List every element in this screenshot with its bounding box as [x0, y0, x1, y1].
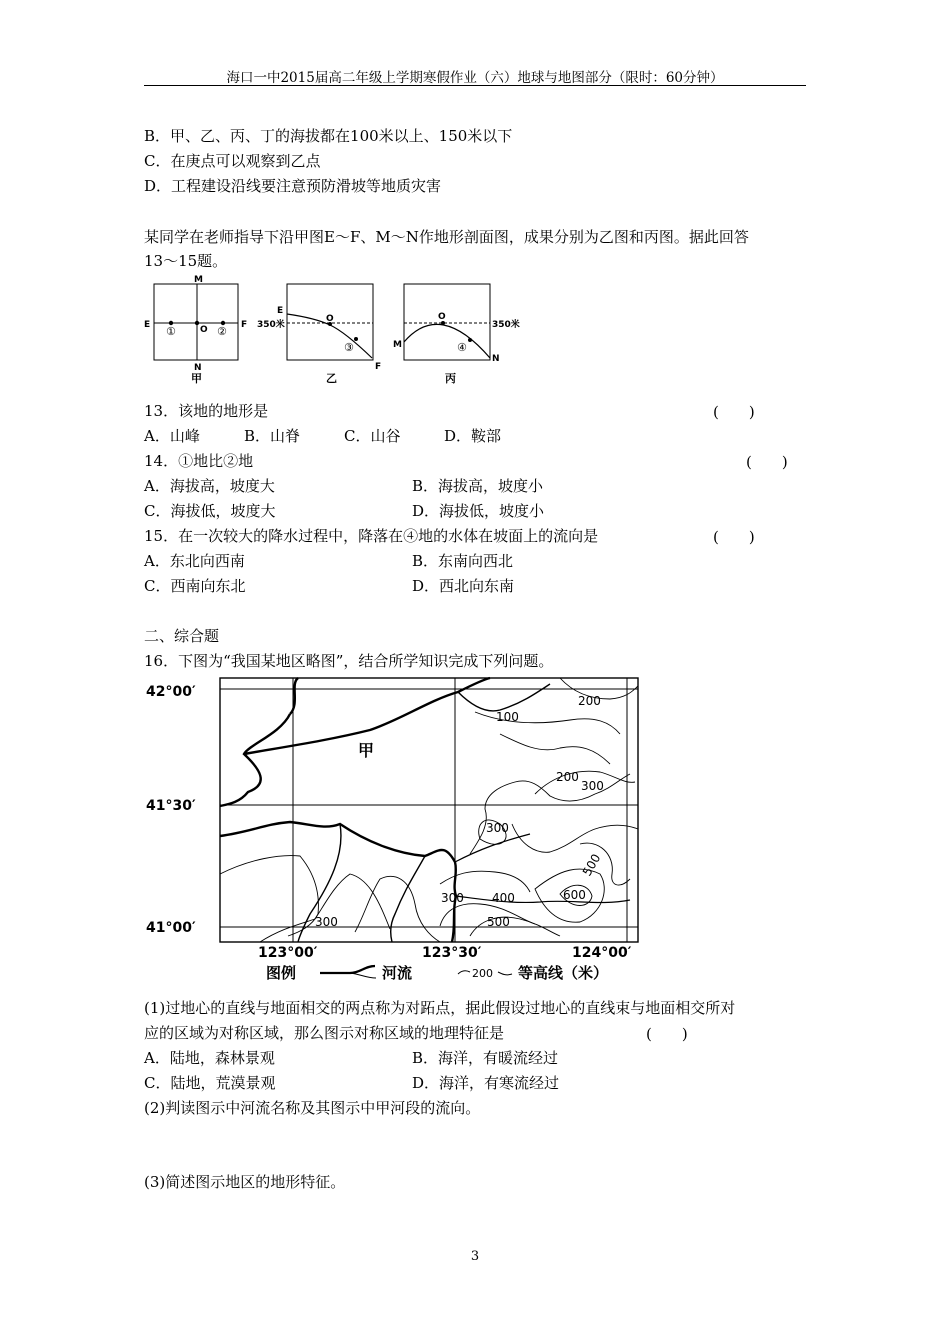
lon-label-123: 123°00′: [258, 945, 318, 961]
bing-label-n: N: [492, 354, 500, 364]
bing-point-4: ④: [457, 341, 467, 354]
header-rule: [144, 85, 806, 86]
lon-label-124: 124°00′: [572, 945, 632, 961]
jia-caption: 甲: [191, 372, 202, 385]
yi-caption: 乙: [326, 372, 337, 385]
contour-label: 600: [563, 888, 586, 902]
q14-option-a: A．海拔高，坡度大: [144, 477, 275, 495]
bing-caption: 丙: [445, 372, 456, 385]
legend-contour-sample: 200: [472, 967, 493, 980]
region-map: [140, 674, 660, 986]
q15-option-c: C．西南向东北: [144, 577, 246, 595]
jia-label-m: M: [194, 275, 203, 285]
lat-label-41: 41°00′: [146, 920, 196, 936]
jia-label-o: O: [200, 325, 208, 335]
bing-elevation: 350米: [492, 320, 520, 330]
jia-label-n: N: [194, 363, 202, 373]
q15-stem: 15．在一次较大的降水过程中，降落在④地的水体在坡面上的流向是: [144, 527, 599, 545]
q14-answer-blank: ( ): [746, 453, 788, 471]
intro-line-2: 13～15题。: [144, 252, 228, 270]
jia-label-f: F: [241, 320, 248, 330]
q13-stem: 13．该地的地形是: [144, 402, 269, 420]
diagram-yi: [257, 284, 381, 385]
legend-river-symbol: [320, 966, 375, 973]
contour-label: 300: [581, 779, 604, 793]
contour-label: 400: [492, 891, 515, 905]
q12-option-c: C．在庚点可以观察到乙点: [144, 152, 321, 170]
contour-label: 300: [315, 915, 338, 929]
yi-label-e: E: [277, 306, 284, 316]
legend-contour-symbol: [458, 971, 470, 974]
q13-option-b: B．山脊: [244, 427, 301, 445]
q16-option-d: D．海洋，有寒流经过: [412, 1074, 560, 1092]
q16-answer-blank: ( ): [646, 1025, 688, 1043]
jia-label-e: E: [144, 320, 151, 330]
q13-option-d: D．鞍部: [444, 427, 502, 445]
q16-part1-line2: 应的区域为对称区域，那么图示对称区域的地理特征是: [144, 1024, 505, 1042]
main-river: [220, 822, 456, 942]
bing-label-o: O: [438, 312, 446, 322]
lat-label-42: 42°00′: [146, 684, 196, 700]
q13-option-a: A．山峰: [144, 427, 200, 445]
yi-label-o: O: [326, 314, 334, 324]
contour-label: 100: [496, 710, 519, 724]
q14-option-c: C．海拔低，坡度大: [144, 502, 276, 520]
page-header: 海口一中2015届高二年级上学期寒假作业（六）地球与地图部分（限时：60分钟）: [226, 70, 724, 86]
q14-option-d: D．海拔低，坡度小: [412, 502, 545, 520]
map-legend: [266, 964, 608, 982]
q15-option-d: D．西北向东南: [412, 577, 515, 595]
intro-line-1: 某同学在老师指导下沿甲图E～F、M～N作地形剖面图，成果分别为乙图和丙图。据此回答: [144, 228, 749, 246]
lat-label-41-30: 41°30′: [146, 798, 196, 814]
q16-option-c: C．陆地，荒漠景观: [144, 1074, 276, 1092]
contour-label: 500: [487, 915, 510, 929]
q13-option-c: C．山谷: [344, 427, 401, 445]
river-label-jia: 甲: [358, 741, 375, 760]
q16-part3: (3)简述图示地区的地形特征。: [144, 1173, 346, 1191]
contour-label: 300: [486, 821, 509, 835]
q15-answer-blank: ( ): [713, 528, 755, 546]
page-number: 3: [470, 1249, 480, 1264]
jia-point-2: ②: [217, 325, 227, 338]
contour-label: 200: [556, 770, 579, 784]
yi-elevation: 350米: [257, 320, 285, 330]
contour-label: 500: [579, 851, 604, 879]
q16-option-b: B．海洋，有暖流经过: [412, 1049, 559, 1067]
q15-option-a: A．东北向西南: [144, 552, 245, 570]
river-jia: [220, 678, 490, 806]
lon-label-123-30: 123°30′: [422, 945, 482, 961]
jia-point-1: ①: [166, 325, 176, 338]
contour-label: 300: [441, 891, 464, 905]
map-frame: [220, 678, 638, 942]
q16-stem: 16．下图为“我国某地区略图”，结合所学知识完成下列问题。: [144, 652, 554, 670]
section-heading: 二、综合题: [144, 627, 220, 645]
q12-option-d: D．工程建设沿线要注意预防滑坡等地质灾害: [144, 177, 442, 195]
bing-label-m: M: [393, 340, 402, 350]
contour-label: 200: [578, 694, 601, 708]
q12-option-b: B．甲、乙、丙、丁的海拔都在100米以上、150米以下: [144, 127, 513, 145]
legend-river-symbol: [350, 973, 376, 978]
q13-answer-blank: ( ): [713, 403, 755, 421]
legend-river-label: 河流: [382, 964, 413, 982]
diagram-jia: [144, 275, 247, 385]
profile-figure: [140, 272, 540, 390]
q16-part2: (2)判读图示中河流名称及其图示中甲河段的流向。: [144, 1099, 481, 1117]
q16-part1-line1: (1)过地心的直线与地面相交的两点称为对跖点，据此假设过地心的直线束与地面相交所对: [144, 999, 736, 1017]
q14-option-b: B．海拔高，坡度小: [412, 477, 544, 495]
q15-option-b: B．东南向西北: [412, 552, 514, 570]
legend-contour-symbol: [498, 972, 512, 975]
q14-stem: 14．①地比②地: [144, 452, 254, 470]
yi-label-f: F: [375, 362, 382, 372]
legend-contour-label: 等高线（米）: [518, 964, 609, 982]
diagram-bing: [393, 284, 520, 385]
q16-option-a: A．陆地，森林景观: [144, 1049, 275, 1067]
legend-title: 图例: [266, 964, 297, 982]
yi-point-3: ③: [344, 341, 354, 354]
